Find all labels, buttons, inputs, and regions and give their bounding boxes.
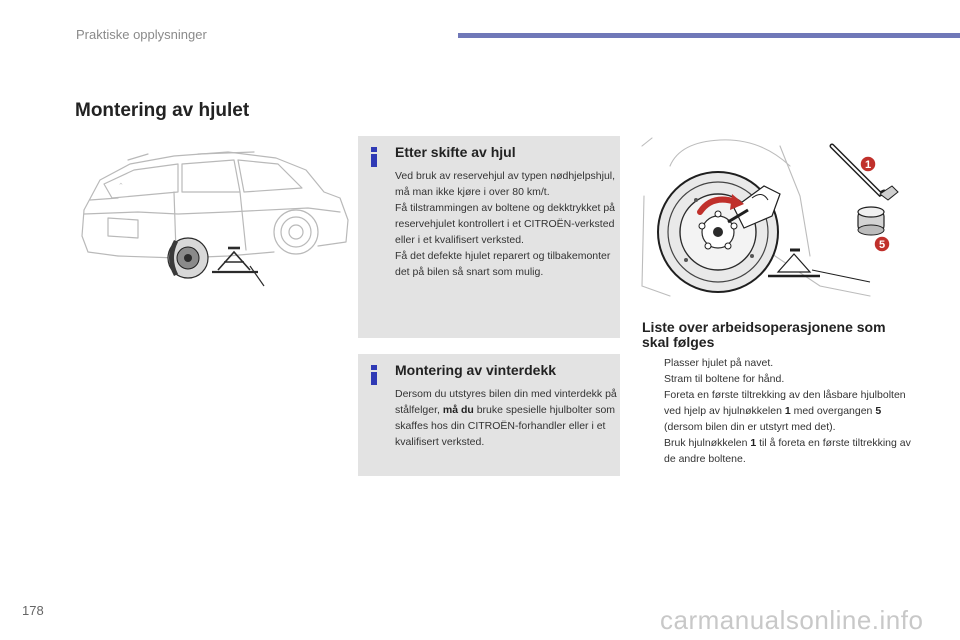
- info-icon: [371, 147, 377, 167]
- list-item: [642, 355, 914, 371]
- callout-label-1: 1: [864, 159, 872, 171]
- step-text: (dersom bilen din er utstyrt med det).: [664, 421, 836, 433]
- step-bold: 5: [875, 405, 882, 417]
- after-wheel-change-title: Etter skifte av hjul: [395, 144, 516, 160]
- car-logo-mark: ⌃: [118, 183, 124, 190]
- step-text: til å foreta en første tiltrekking av de andre boltene.: [664, 437, 911, 465]
- after-wheel-change-notice: [358, 136, 620, 338]
- section-title: Montering av hjulet: [75, 100, 250, 121]
- locking-bolt-adapter-icon: [858, 207, 884, 235]
- emphasis-text: må du: [442, 404, 474, 416]
- operations-list: [642, 355, 914, 467]
- step-text: med overgangen: [790, 405, 876, 417]
- brake-disc-highlight: [168, 238, 208, 278]
- wheel-wrench-icon: [832, 146, 898, 200]
- step-text: Plasser hjulet på navet.: [664, 357, 774, 369]
- watermark: carmanualsonline.info: [660, 605, 924, 635]
- callout-1: [860, 156, 876, 172]
- text-run: Dersom du utstyres bilen din med vinterdekk på stålfelger,: [395, 388, 617, 416]
- callout-label-5: 5: [878, 239, 886, 251]
- step-text: Bruk hjulnøkkelen: [664, 437, 751, 449]
- winter-tyres-text: [395, 386, 617, 450]
- text-run: bruke spesielle hjulbolter som skaffes hos din CITROËN-forhandler eller i et kvalifisert verksted.: [395, 404, 616, 448]
- step-bold: 1: [750, 437, 757, 449]
- callout-5: [874, 236, 890, 252]
- wheel-bolt-illustration: [640, 136, 908, 312]
- page-header-title: Praktiske opplysninger: [76, 27, 207, 42]
- step-text: Stram til boltene for hånd.: [664, 373, 785, 385]
- notice-paragraph: Få det defekte hjulet reparert og tilbakemonter det på bilen så snart som mulig.: [395, 250, 611, 278]
- after-wheel-change-text: [395, 168, 617, 280]
- operations-title: Liste over arbeidsoperasjonene som skal følges: [642, 319, 886, 350]
- info-icon: [371, 365, 377, 385]
- list-item: [642, 387, 914, 435]
- header-accent-bar: [458, 33, 960, 38]
- list-item: [642, 435, 914, 467]
- jack-icon: [768, 250, 870, 282]
- page-number: 178: [22, 603, 44, 618]
- list-item: [642, 371, 914, 387]
- step-bold: 1: [784, 405, 791, 417]
- winter-tyres-title: Montering av vinterdekk: [395, 362, 557, 378]
- car-jack-illustration: [78, 140, 350, 300]
- notice-paragraph: Ved bruk av reservehjul av typen nødhjelpshjul, må man ikke kjøre i over 80 km/t.: [395, 170, 616, 198]
- step-text: Foreta en første tiltrekking av den låsbare hjulbolten ved hjelp av hjulnøkkelen: [664, 389, 906, 417]
- notice-paragraph: Få tilstrammingen av boltene og dekktrykket på reservehjulet kontrollert i et CITROËN-verksted eller i et kvalifisert verksted.: [395, 202, 616, 246]
- winter-tyres-notice: [358, 354, 620, 476]
